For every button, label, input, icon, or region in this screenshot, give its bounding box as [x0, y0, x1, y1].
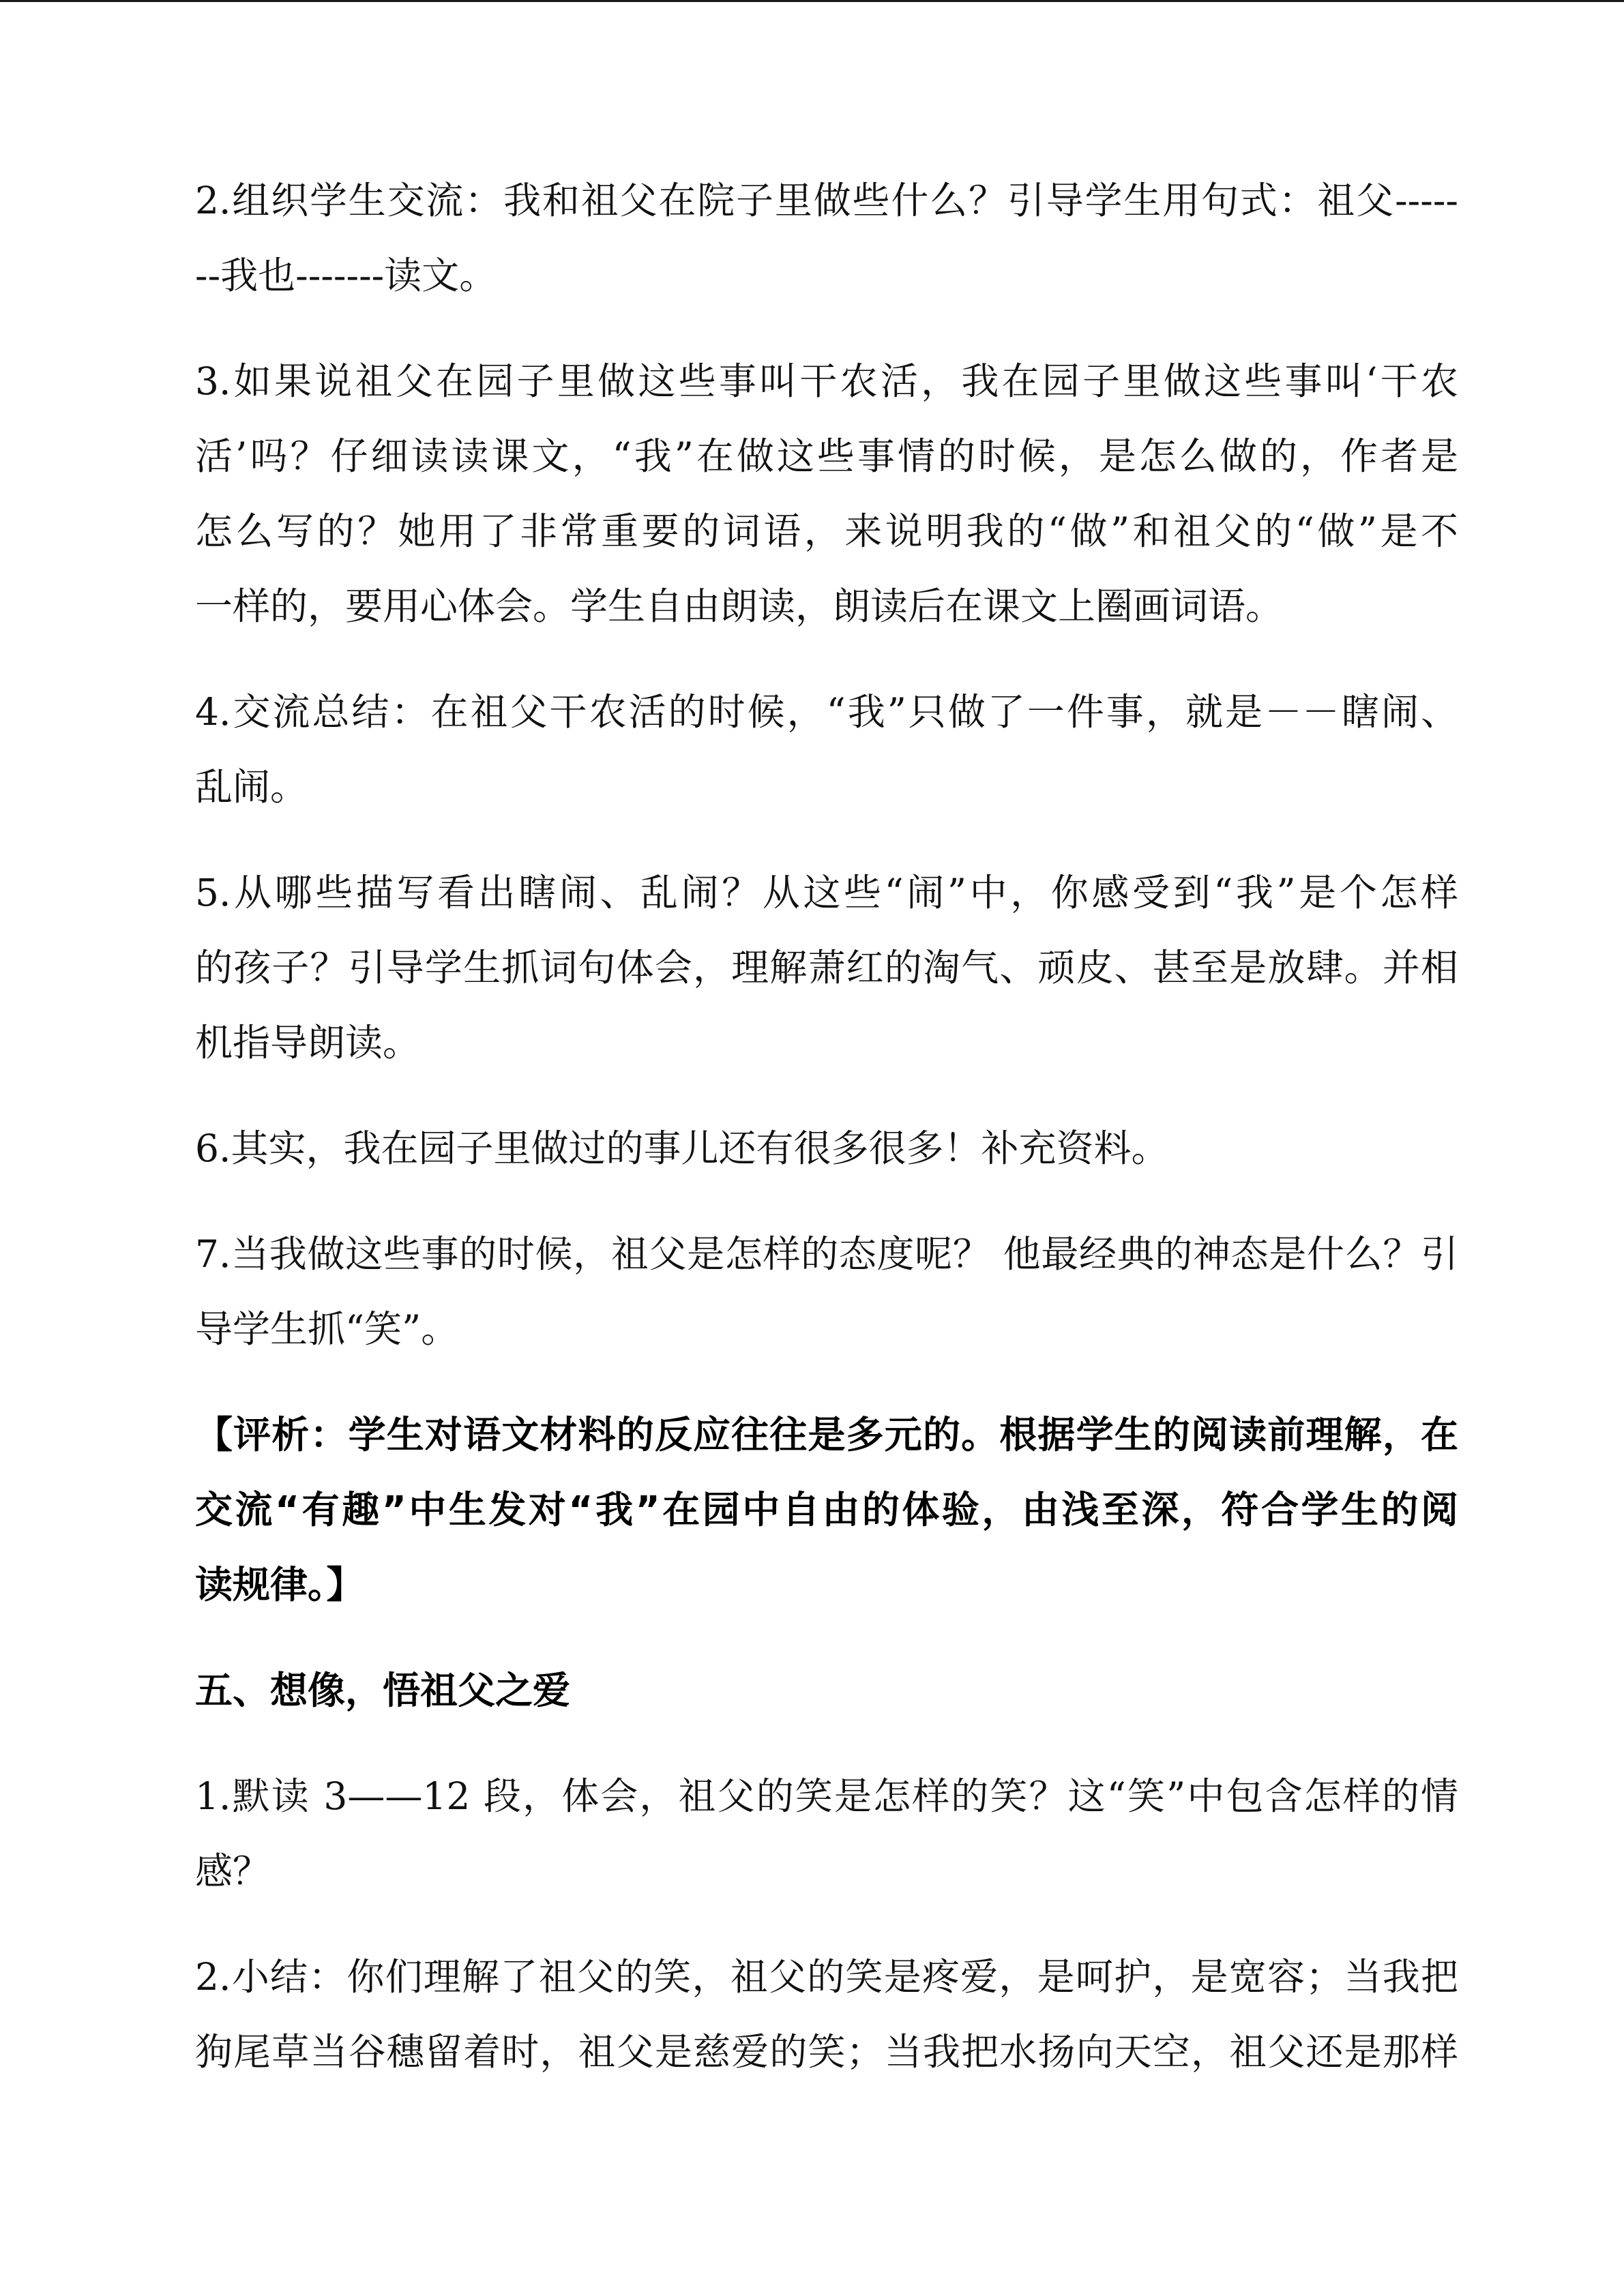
paragraph-line: 怎么写的？她用了非常重要的词语，来说明我的“做”和祖父的“做”是不	[195, 509, 1458, 553]
paragraph-step-7	[195, 1217, 1458, 1367]
evaluation-note	[195, 1397, 1458, 1622]
heading-line: 五、想像，悟祖父之爱	[195, 1669, 571, 1712]
paragraph-line: 的孩子？引导学生抓词句体会，理解萧红的淘气、顽皮、甚至是放肆。并相	[195, 946, 1458, 989]
document-body	[195, 163, 1458, 2120]
paragraph-line: 【评析：学生对语文材料的反应往往是多元的。根据学生的阅读前理解，在	[195, 1413, 1458, 1457]
paragraph-line: 2.小结：你们理解了祖父的笑，祖父的笑是疼爱，是呵护，是宽容；当我把	[195, 1955, 1458, 1999]
paragraph-line: 机指导朗读。	[195, 1021, 421, 1064]
paragraph-step-4	[195, 674, 1458, 824]
paragraph-line: --我也-------读文。	[195, 254, 497, 297]
paragraph-line: 6.其实，我在园子里做过的事儿还有很多很多！补充资料。	[195, 1127, 1169, 1170]
paragraph-line: 1.默读 3——12 段，体会，祖父的笑是怎样的笑？这“笑”中包含怎样的情	[195, 1774, 1458, 1818]
paragraph-line: 一样的，要用心体会。学生自由朗读，朗读后在课文上圈画词语。	[195, 584, 1284, 628]
paragraph-step-5	[195, 855, 1458, 1080]
paragraph-section5-step-1	[195, 1759, 1458, 1909]
paragraph-line: 活’吗？仔细读读课文，“我”在做这些事情的时候，是怎么做的，作者是	[195, 434, 1458, 478]
paragraph-line: 2.组织学生交流：我和祖父在院子里做些什么？引导学生用句式：祖父-----	[195, 179, 1458, 222]
paragraph-line: 乱闹。	[195, 765, 308, 809]
paragraph-line: 5.从哪些描写看出瞎闹、乱闹？从这些“闹”中，你感受到“我”是个怎样	[195, 871, 1458, 914]
paragraph-step-6	[195, 1111, 1458, 1186]
paragraph-line: 4.交流总结：在祖父干农活的时候，“我”只做了一件事，就是－－瞎闹、	[195, 690, 1458, 734]
paragraph-line: 感？	[195, 1849, 271, 1893]
paragraph-step-3	[195, 344, 1458, 644]
paragraph-line: 交流“有趣”中生发对“我”在园中自由的体验，由浅至深，符合学生的阅	[195, 1488, 1458, 1532]
section-heading	[195, 1653, 1458, 1728]
paragraph-section5-step-2	[195, 1939, 1458, 2089]
paragraph-line: 7.当我做这些事的时候，祖父是怎样的态度呢？ 他最经典的神态是什么？引	[195, 1232, 1458, 1276]
paragraph-line: 读规律。】	[195, 1563, 364, 1607]
paragraph-line: 3.如果说祖父在园子里做这些事叫干农活，我在园子里做这些事叫‘干农	[195, 359, 1458, 403]
paragraph-step-2	[195, 163, 1458, 313]
paragraph-line: 狗尾草当谷穗留着时，祖父是慈爱的笑；当我把水扬向天空，祖父还是那样	[195, 2030, 1458, 2074]
paragraph-line: 导学生抓“笑”。	[195, 1307, 459, 1351]
